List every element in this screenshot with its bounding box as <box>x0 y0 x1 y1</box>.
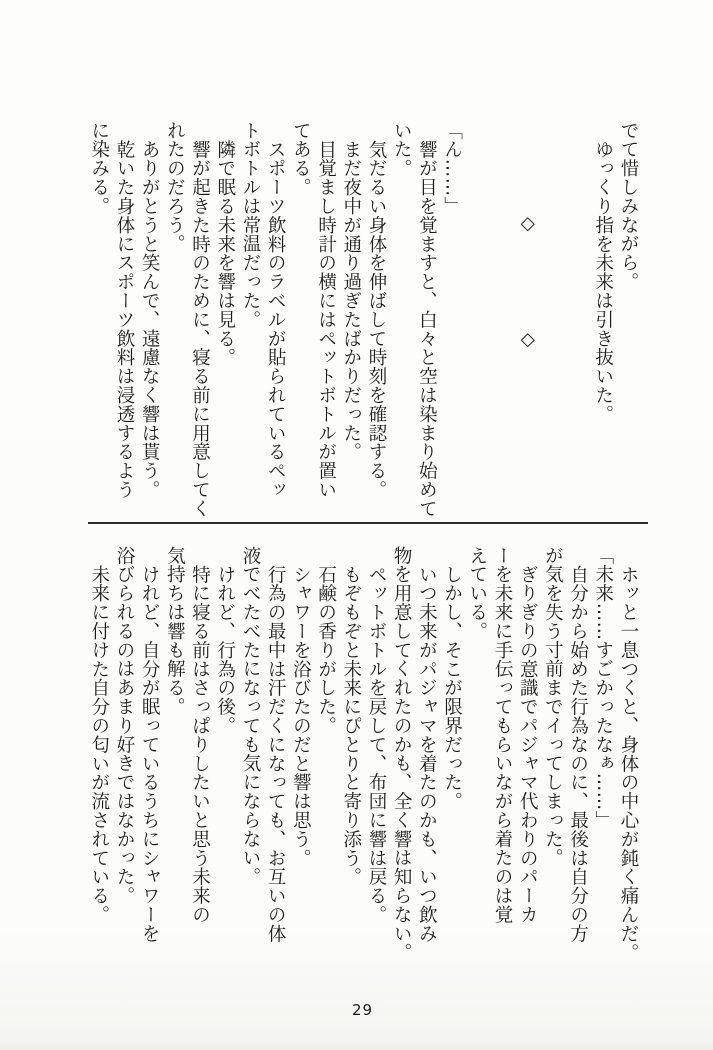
text-line: いた。 <box>391 121 413 178</box>
text-line: が気を失う寸前までイってしまった。 <box>542 546 564 868</box>
text-line: てある。 <box>290 121 312 197</box>
text-line: ーを未来に手伝ってもらいながら着たのは覚 <box>491 546 513 924</box>
text-line: 石鹸の香りがした。 <box>315 565 337 736</box>
text-line: ゆっくり指を未来は引き抜いた。 <box>592 140 614 424</box>
text-line: もぞもぞと未来にぴとりと寄り添う。 <box>340 565 362 887</box>
text-line: いつ未来がパジャマを着たのかも、いつ飲み <box>416 565 438 943</box>
text-line: 気持ちは響も解る。 <box>164 546 186 717</box>
text-line: 目覚まし時計の横にはペットボトルが置い <box>315 140 337 500</box>
text-line: まだ夜中が通り過ぎたばかりだった。 <box>340 140 362 462</box>
bottom-text-block <box>87 546 641 966</box>
blank-line <box>465 121 490 523</box>
text-line: ありがとうと笑んで、遠慮なく響は貰う。 <box>139 140 161 500</box>
text-line: 特に寝る前はさっぱりしたいと思う未来の <box>189 565 211 925</box>
page-number: 29 <box>351 1001 374 1019</box>
text-line: えている。 <box>466 546 488 641</box>
text-line: スポーツ飲料のラベルが貼られているペッ <box>265 140 287 500</box>
text-line: に染みる。 <box>88 121 110 216</box>
text-line: けれど、自分が眠っているうちにシャワーを <box>139 565 161 943</box>
text-line: 隣で眠る未来を響は見る。 <box>214 140 236 367</box>
text-line: 響が目を覚ますと、白々と空は染まり始めて <box>416 140 438 518</box>
text-line: けれど、行為の後。 <box>214 565 236 736</box>
blank-line <box>565 121 590 523</box>
text-line: 未来に付けた自分の匂いが流されている。 <box>88 565 110 925</box>
text-line: しかし、そこが限界だった。 <box>441 565 463 811</box>
section-divider-line <box>88 522 648 524</box>
text-line: 行為の最中は汗だくになっても、お互いの体 <box>265 565 287 943</box>
text-line: 乾いた身体にスポーツ飲料は浸透するよう <box>113 140 135 500</box>
text-line: 「未来……すごかったなぁ……」 <box>592 546 614 830</box>
section-break-diamonds: ◇ ◇ <box>517 213 539 351</box>
text-line: ぎりぎりの意識でパジャマ代わりのパーカ <box>517 565 539 925</box>
blank-line <box>490 121 515 523</box>
text-line: 「ん……」 <box>441 121 463 216</box>
text-line: 浴びられるのはあまり好きではなかった。 <box>113 546 135 906</box>
text-line: 液でべたべたになっても気にならない。 <box>239 546 261 887</box>
text-line: 響が起きた時のために、寝る前に用意してく <box>189 140 211 518</box>
text-line: 気だるい身体を伸ばして時刻を確認する。 <box>365 140 387 500</box>
text-line: ペットボトルを戻して、布団に響は戻る。 <box>365 565 387 925</box>
text-line: れたのだろう。 <box>164 121 186 254</box>
top-text-block <box>87 121 641 523</box>
blank-line <box>540 121 565 523</box>
text-line: トボトルは常温だった。 <box>239 121 261 329</box>
text-line: でて惜しみながら。 <box>618 121 639 292</box>
text-line: ホッと一息つくと、身体の中心が鈍く痛んだ。 <box>618 565 639 962</box>
text-line: 自分から始めた行為なのに、最後は自分の方 <box>567 565 589 943</box>
text-line: シャワーを浴びたのだと響は思う。 <box>290 565 312 868</box>
text-line: 物を用意してくれたのかも、全く響は知らない。 <box>391 546 413 962</box>
